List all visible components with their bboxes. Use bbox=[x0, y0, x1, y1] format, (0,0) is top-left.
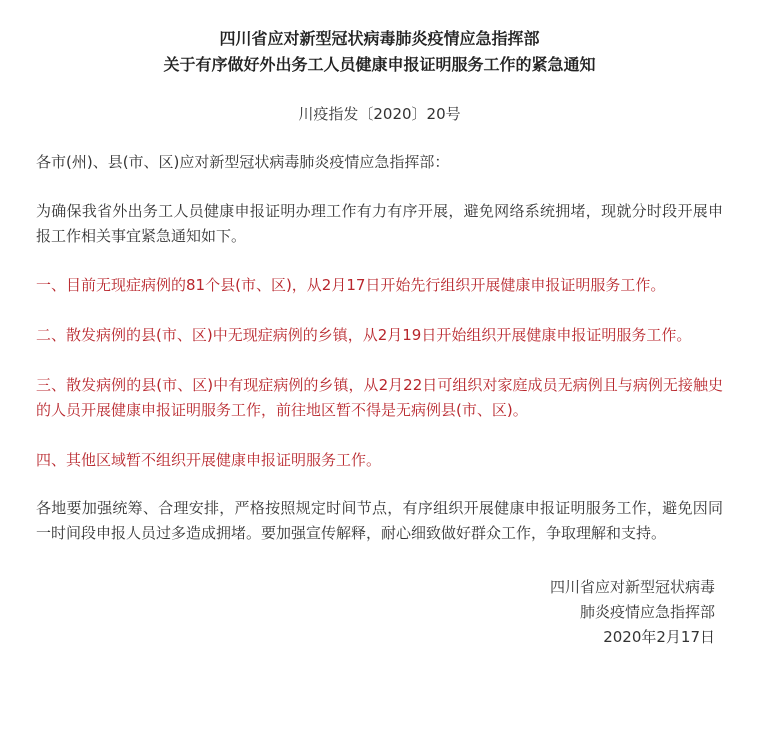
signature-date: 2020年2月17日 bbox=[603, 628, 715, 646]
signature-block bbox=[36, 575, 723, 650]
intro-paragraph: 为确保我省外出务工人员健康申报证明办理工作有力有序开展，避免网络系统拥堵，现就分时段开展申报工作相关事宜紧急通知如下。 bbox=[36, 202, 723, 245]
salutation: 各市(州)、县(市、区)应对新型冠状病毒肺炎疫情应急指挥部： bbox=[36, 153, 450, 171]
item-2-paragraph: 二、散发病例的县(市、区)中无现症病例的乡镇，从2月19日开始组织开展健康申报证明服务工作。 bbox=[36, 326, 692, 344]
notice-title-line2: 关于有序做好外出务工人员健康申报证明服务工作的紧急通知 bbox=[163, 55, 596, 74]
signature-org-line2: 肺炎疫情应急指挥部 bbox=[579, 603, 715, 621]
item-1-paragraph: 一、目前无现症病例的81个县(市、区)，从2月17日开始先行组织开展健康申报证明服务工作。 bbox=[36, 276, 666, 294]
item-4-paragraph: 四、其他区域暂不组织开展健康申报证明服务工作。 bbox=[36, 451, 382, 469]
notice-title-line1: 四川省应对新型冠状病毒肺炎疫情应急指挥部 bbox=[219, 29, 540, 48]
closing-paragraph: 各地要加强统筹、合理安排，严格按照规定时间节点，有序组织开展健康申报证明服务工作，避免因同一时间段申报人员过多造成拥堵。要加强宣传解释，耐心细致做好群众工作，争取理解和支持。 bbox=[36, 499, 723, 542]
signature-org-line1: 四川省应对新型冠状病毒 bbox=[549, 578, 715, 596]
document-number: 川疫指发〔2020〕20号 bbox=[298, 105, 461, 123]
item-3-paragraph: 三、散发病例的县(市、区)中有现症病例的乡镇，从2月22日可组织对家庭成员无病例且与病例无接触史的人员开展健康申报证明服务工作，前往地区暂不得是无病例县(市、区)。 bbox=[36, 376, 723, 419]
